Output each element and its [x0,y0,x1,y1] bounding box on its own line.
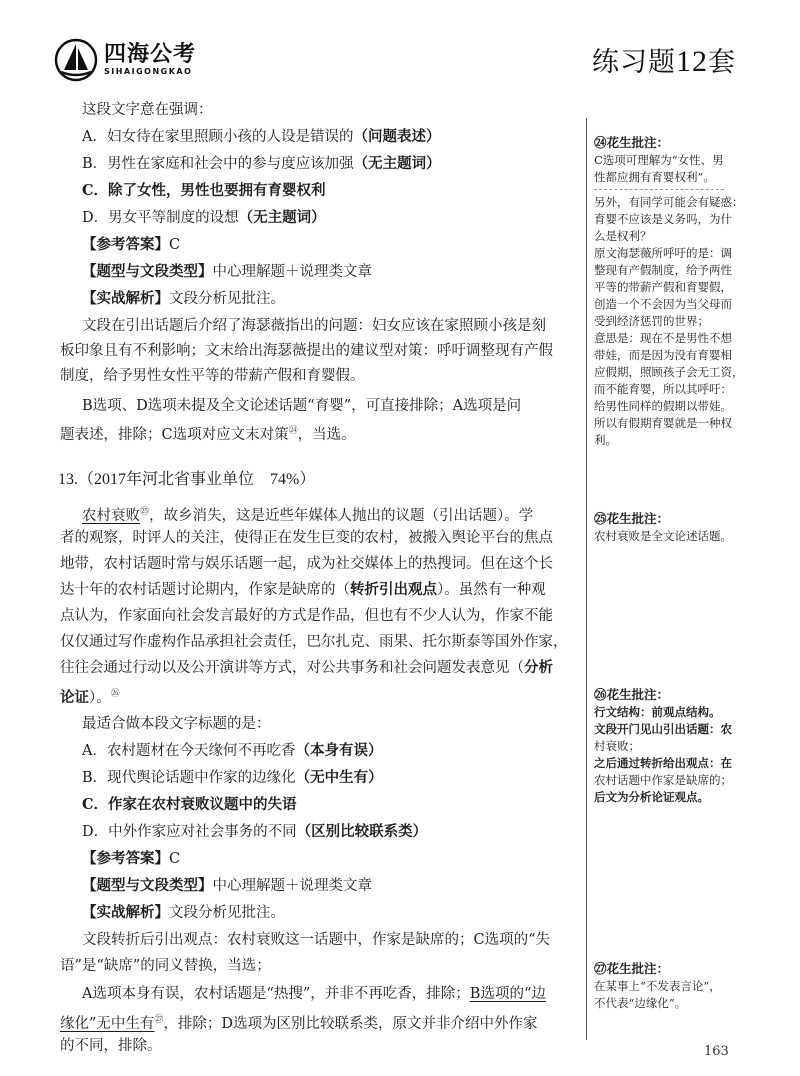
note-line: 村衰败； [594,739,640,753]
note-line: 行文结构：前观点结构。 [594,705,721,719]
q12-option-c [82,181,326,201]
bold-annotation: 转折引出观点 [350,581,437,598]
q13-passage-line: 点认为，作家面向社会发言最好的方式是作品，但也有不少人认为，作家不能 [60,608,553,624]
note-24 [594,134,754,449]
note-line: 而不能育婴，所以其呼吁： [594,382,732,396]
q13-explain-line [82,984,546,1004]
q13-passage-line: 地带，农村话题时常与娱乐话题一起，成为社交媒体上的热搜词。但在这个长 [60,556,553,572]
q12-type [82,262,372,282]
q13-answer [82,849,180,869]
type-label: 【题型与文段类型】 [82,263,213,280]
page-title [592,40,736,79]
q13-option-b [82,768,383,788]
q13-passage-line: 者的观察，时评人的关注，使得正在发生巨变的农村，被搬入舆论平台的焦点 [60,530,553,546]
note-line: 文段开门见山引出话题：农 [594,722,732,736]
text-span: 题表述，排除；C选项对应文末对策 [60,426,289,443]
option-text: C．除了女性，男性也要拥有育婴权利 [82,182,326,199]
note-line: 带娃，而是因为没有育婴相 [594,348,732,362]
page-number: 163 [704,1044,729,1059]
brand-logo [54,38,196,82]
option-text: C．作家在农村衰败议题中的失语 [82,796,297,813]
note-line: 利。 [594,433,617,447]
title-prefix: 练习题 [592,47,676,78]
q12-explain-line: 文段在引出话题后介绍了海瑟薇指出的问题：妇女应该在家照顾小孩是刻 [82,318,546,334]
q13-analysis [82,903,285,923]
option-text: D．中外作家应对社会事务的不同 [82,824,297,840]
q12-option-a [82,127,440,147]
bold-annotation: 论证 [60,688,89,706]
text-span: ）。虽然有一种观 [437,582,546,598]
note-line: 另外，有同学可能会有疑惑： [594,195,744,209]
note-line: 农村话题中作家是缺席的； [594,773,732,787]
note-line: 在某事上“不发表言论”， [594,979,721,993]
note-line: 不代表“边缘化”。 [594,996,687,1010]
title-number: 12 [676,45,708,78]
note-line: 给男性同样的假期以带娃。 [594,399,732,413]
note-27 [594,960,754,1012]
text-span: ）。 [89,689,111,706]
answer-label: 【参考答案】 [82,236,169,253]
underlined-topic: 农村衰败 [82,507,140,524]
q13-option-c [82,795,297,815]
text-span: ，当选。 [297,426,356,443]
q12-option-b [82,154,441,174]
q13-passage-line [82,502,533,526]
q13-passage-line [60,684,120,708]
note-line: 农村衰败是全文论述话题。 [594,529,732,543]
type-label: 【题型与文段类型】 [82,877,213,894]
text-span: ，排除；D选项为区别比较联系类，原文并非介绍中外作家 [163,1015,538,1032]
q13-explain-line [60,1010,538,1034]
bold-annotation: 分析 [524,659,553,676]
option-text: B．男性在家庭和社会中的参与度应该加强 [82,156,354,172]
logo-pinyin-name: SIHAIGONGKAO [104,67,193,76]
note-title: ㉕花生批注： [594,511,670,526]
analysis-value: 文段分析见批注。 [169,291,285,307]
note-line: 受到经济惩罚的世界； [594,314,709,328]
note-marker: ㉕ [140,507,150,517]
answer-label: 【参考答案】 [82,850,169,867]
note-line: 原文海瑟薇所呼吁的是：调 [594,246,732,260]
q12-option-d [82,208,326,228]
note-line: 所以有假期育婴就是一种权 [594,416,732,430]
note-25 [594,510,754,545]
text-span: A选项本身有误，农村话题是“热搜”，并非不再吃香，排除； [82,986,470,1002]
type-value: 中心理解题＋说理类文章 [212,878,372,894]
column-divider [586,118,587,1040]
q12-stem: 这段文字意在强调： [82,102,213,118]
note-line: 意思是：现在不是男性不想 [594,331,732,345]
option-tag: （无中生有） [295,769,383,786]
note-line: 后文为分析论证观点。 [594,790,709,804]
note-separator [594,189,724,190]
option-text: A．农村题材在今天缘何不再吃香 [82,743,296,759]
note-line: 么是权利？ [594,229,652,243]
q13-passage-line: 仅仅通过写作虚构作品承担社会责任，巴尔扎克、雨果、托尔斯泰等国外作家， [60,634,568,650]
text-span: 往往会通过行动以及公开演讲等方式，对公共事务和社会问题发表意见（ [60,660,524,676]
note-title: ㉖花生批注： [594,687,670,702]
q12-explain-line [60,421,356,445]
underlined-text: 缘化”无中生有 [60,1015,155,1032]
note-line: C选项可理解为“女性、男 [594,153,724,167]
option-tag: （问题表述） [353,128,441,145]
q13-explain-line: 文段转折后引出观点：农村衰败这一话题中，作家是缺席的；C选项的“失 [82,932,551,948]
q13-explain-line: 语”是“缺席”的同义替换，当选； [60,958,271,974]
note-26 [594,686,754,806]
q13-option-d [82,822,427,842]
underlined-text: B选项的“边 [469,986,546,1002]
q13-stem: 最适合做本段文字标题的是： [82,716,271,732]
note-title: ㉔花生批注： [594,135,670,150]
text-span: 达十年的农村话题讨论期内，作家是缺席的（ [60,582,350,598]
option-tag: （区别比较联系类） [296,823,428,840]
analysis-label: 【实战解析】 [82,290,169,307]
type-value: 中心理解题＋说理类文章 [212,264,372,280]
note-title: ㉗花生批注： [594,961,670,976]
q13-passage-line [60,580,546,600]
note-line: 平等的带薪产假和育婴假， [594,280,732,294]
q13-option-a [82,741,382,761]
sailboat-logo-icon [54,38,98,82]
option-tag: （本身有误） [295,742,383,759]
answer-value: C [169,237,181,253]
q13-passage-line [60,658,553,678]
note-line: 性都应拥有育婴权利”。 [594,170,715,184]
q12-analysis [82,289,285,309]
option-text: A．妇女待在家里照顾小孩的人设是错误的 [82,129,354,145]
note-marker: ㉔ [288,426,298,436]
q12-explain-line: B选项、D选项未提及全文论述话题“育婴”，可直接排除；A选项是问 [82,398,522,414]
q12-explain-line: 制度，给予男性女性平等的带薪产假和育婴假。 [60,368,365,384]
q12-answer [82,235,180,255]
answer-value: C [169,851,181,867]
q13-title: 13.（2017年河北省事业单位 74%） [58,471,316,488]
analysis-value: 文段分析见批注。 [169,905,285,921]
text-span: ，故乡消失，这是近些年媒体人抛出的议题（引出话题）。学 [149,507,534,524]
option-tag: （无主题词） [353,155,441,172]
note-line: 育婴不应该是义务吗，为什 [594,212,732,226]
title-suffix: 套 [708,47,736,78]
note-line: 之后通过转折给出观点：在 [594,756,732,770]
note-marker: ㉖ [110,689,120,699]
note-line: 应假期，照顾孩子会无工资， [594,365,744,379]
q13-explain-line: 的不同，排除。 [60,1038,162,1054]
note-line: 整现有产假制度，给予两性 [594,263,732,277]
option-text: B．现代舆论话题中作家的边缘化 [82,770,296,786]
analysis-label: 【实战解析】 [82,904,169,921]
option-text: D．男女平等制度的设想 [82,210,239,226]
q13-type [82,876,372,896]
logo-chinese-name: 四海公考 [104,42,197,67]
q12-explain-line: 板印象且有不利影响；文末给出海瑟薇提出的建议型对策：呼吁调整现有产假 [60,343,553,359]
note-marker: ㉗ [154,1015,164,1025]
option-tag: （无主题词） [238,209,326,226]
note-line: 创造一个不会因为当父母而 [594,297,732,311]
